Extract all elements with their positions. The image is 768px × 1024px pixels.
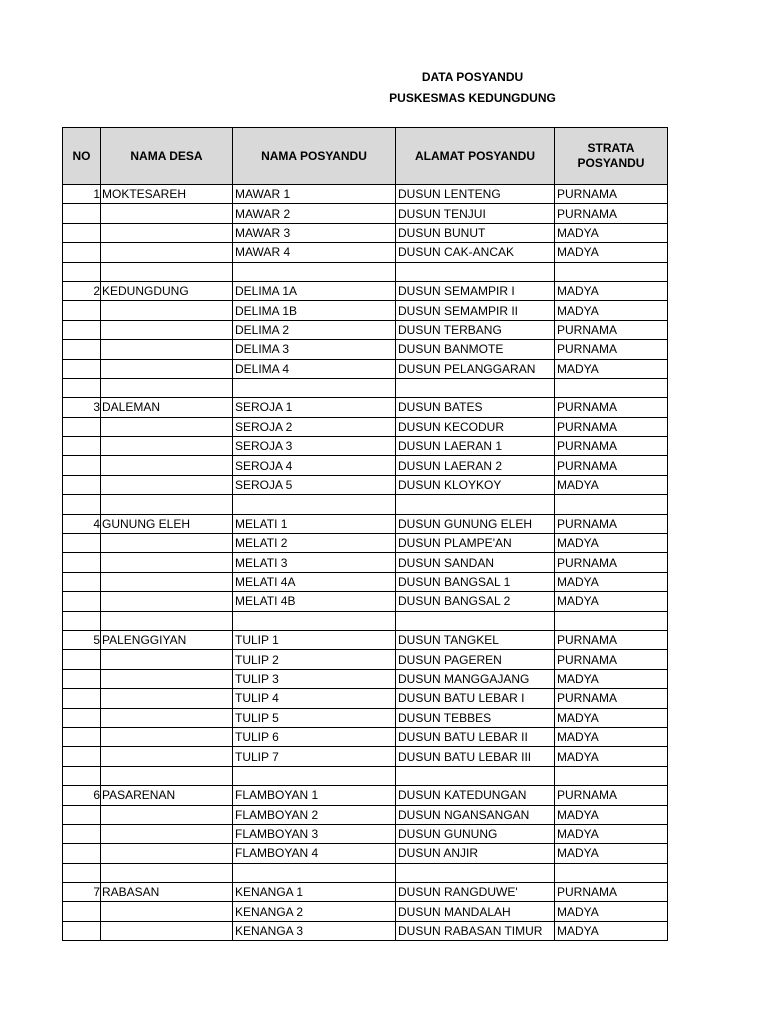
cell-nama-desa: DALEMAN [101,398,233,417]
header-nama-desa: NAMA DESA [101,128,233,185]
spacer-row [63,611,668,630]
cell-strata-posyandu: MADYA [555,301,668,320]
cell-nama-posyandu: DELIMA 3 [233,340,396,359]
cell-alamat-posyandu: DUSUN KECODUR [396,417,555,436]
empty-cell [396,378,555,397]
table-row [63,630,668,649]
cell-nama-posyandu: FLAMBOYAN 1 [233,786,396,805]
cell-no [63,824,101,843]
cell-nama-posyandu: FLAMBOYAN 3 [233,824,396,843]
cell-nama-posyandu: SEROJA 2 [233,417,396,436]
cell-nama-posyandu: MELATI 2 [233,534,396,553]
cell-nama-desa [101,805,233,824]
table-row [63,650,668,669]
cell-nama-posyandu: DELIMA 1B [233,301,396,320]
cell-nama-desa [101,301,233,320]
cell-no [63,844,101,863]
cell-no [63,708,101,727]
cell-nama-desa [101,902,233,921]
table-row [63,223,668,242]
cell-nama-desa: PASARENAN [101,786,233,805]
cell-nama-posyandu: TULIP 3 [233,669,396,688]
cell-strata-posyandu: PURNAMA [555,398,668,417]
table-row [63,398,668,417]
cell-nama-desa [101,223,233,242]
empty-cell [396,863,555,882]
cell-alamat-posyandu: DUSUN GUNUNG [396,824,555,843]
table-row [63,301,668,320]
cell-nama-desa: MOKTESAREH [101,185,233,204]
table-row [63,437,668,456]
spacer-row [63,766,668,785]
cell-nama-posyandu: SEROJA 4 [233,456,396,475]
spacer-row [63,495,668,514]
cell-alamat-posyandu: DUSUN KATEDUNGAN [396,786,555,805]
cell-strata-posyandu: MADYA [555,824,668,843]
cell-nama-desa [101,689,233,708]
cell-alamat-posyandu: DUSUN PELANGGARAN [396,359,555,378]
cell-no: 6 [63,786,101,805]
cell-nama-desa: PALENGGIYAN [101,630,233,649]
cell-no [63,243,101,262]
cell-strata-posyandu: MADYA [555,747,668,766]
empty-cell [101,378,233,397]
empty-cell [63,863,101,882]
cell-nama-desa [101,359,233,378]
empty-cell [63,495,101,514]
empty-cell [233,378,396,397]
spacer-row [63,378,668,397]
cell-no [63,805,101,824]
table-row [63,572,668,591]
cell-alamat-posyandu: DUSUN RANGDUWE' [396,883,555,902]
cell-nama-desa [101,650,233,669]
cell-nama-posyandu: MELATI 1 [233,514,396,533]
empty-cell [63,766,101,785]
document-subtitle: PUSKESMAS KEDUNGDUNG [389,91,556,105]
table-row [63,185,668,204]
cell-no [63,553,101,572]
cell-nama-desa [101,340,233,359]
cell-nama-posyandu: SEROJA 3 [233,437,396,456]
cell-nama-posyandu: DELIMA 2 [233,320,396,339]
empty-cell [233,611,396,630]
cell-nama-desa [101,553,233,572]
cell-strata-posyandu: PURNAMA [555,630,668,649]
cell-strata-posyandu: PURNAMA [555,456,668,475]
empty-cell [555,863,668,882]
cell-no [63,456,101,475]
cell-strata-posyandu: PURNAMA [555,417,668,436]
table-row [63,320,668,339]
cell-nama-posyandu: SEROJA 1 [233,398,396,417]
cell-nama-posyandu: TULIP 4 [233,689,396,708]
cell-nama-posyandu: TULIP 6 [233,727,396,746]
cell-strata-posyandu: PURNAMA [555,514,668,533]
table-row [63,204,668,223]
cell-alamat-posyandu: DUSUN BUNUT [396,223,555,242]
cell-no [63,320,101,339]
cell-strata-posyandu: MADYA [555,475,668,494]
cell-nama-posyandu: FLAMBOYAN 4 [233,844,396,863]
cell-alamat-posyandu: DUSUN SANDAN [396,553,555,572]
table-row [63,281,668,300]
cell-strata-posyandu: PURNAMA [555,437,668,456]
cell-no [63,689,101,708]
empty-cell [555,378,668,397]
cell-alamat-posyandu: DUSUN SEMAMPIR I [396,281,555,300]
cell-nama-desa: GUNUNG ELEH [101,514,233,533]
cell-alamat-posyandu: DUSUN RABASAN TIMUR [396,921,555,940]
cell-nama-desa [101,592,233,611]
cell-alamat-posyandu: DUSUN TEBBES [396,708,555,727]
cell-nama-desa [101,572,233,591]
cell-nama-desa [101,534,233,553]
table-row [63,514,668,533]
header-no: NO [63,128,101,185]
cell-nama-posyandu: MAWAR 1 [233,185,396,204]
cell-strata-posyandu: MADYA [555,592,668,611]
cell-nama-desa [101,475,233,494]
table-row [63,747,668,766]
cell-alamat-posyandu: DUSUN LENTENG [396,185,555,204]
cell-no [63,475,101,494]
table-row [63,417,668,436]
cell-nama-posyandu: SEROJA 5 [233,475,396,494]
cell-no [63,669,101,688]
cell-no [63,534,101,553]
cell-no [63,747,101,766]
cell-strata-posyandu: PURNAMA [555,553,668,572]
table-row [63,786,668,805]
cell-strata-posyandu: MADYA [555,844,668,863]
cell-strata-posyandu: PURNAMA [555,650,668,669]
empty-cell [101,766,233,785]
header-strata-posyandu: STRATA POSYANDU [555,128,668,185]
cell-strata-posyandu: MADYA [555,902,668,921]
table-body [63,185,668,941]
table-row [63,534,668,553]
cell-strata-posyandu: MADYA [555,243,668,262]
cell-nama-posyandu: KENANGA 3 [233,921,396,940]
cell-strata-posyandu: MADYA [555,223,668,242]
cell-nama-desa: RABASAN [101,883,233,902]
empty-cell [63,378,101,397]
spacer-row [63,262,668,281]
table-row [63,727,668,746]
table-row [63,475,668,494]
header-nama-posyandu: NAMA POSYANDU [233,128,396,185]
cell-nama-desa [101,921,233,940]
cell-no [63,572,101,591]
cell-no: 1 [63,185,101,204]
cell-strata-posyandu: PURNAMA [555,883,668,902]
cell-nama-posyandu: TULIP 1 [233,630,396,649]
empty-cell [555,611,668,630]
table-row [63,553,668,572]
empty-cell [396,495,555,514]
empty-cell [101,495,233,514]
cell-strata-posyandu: MADYA [555,708,668,727]
cell-strata-posyandu: MADYA [555,534,668,553]
header-alamat-posyandu: ALAMAT POSYANDU [396,128,555,185]
empty-cell [396,262,555,281]
cell-alamat-posyandu: DUSUN CAK-ANCAK [396,243,555,262]
table-row [63,805,668,824]
cell-strata-posyandu: MADYA [555,572,668,591]
table-row [63,456,668,475]
cell-alamat-posyandu: DUSUN BANGSAL 1 [396,572,555,591]
cell-alamat-posyandu: DUSUN PAGEREN [396,650,555,669]
cell-nama-desa [101,708,233,727]
table-row [63,921,668,940]
empty-cell [63,611,101,630]
cell-no [63,223,101,242]
cell-nama-posyandu: KENANGA 2 [233,902,396,921]
cell-nama-posyandu: DELIMA 1A [233,281,396,300]
cell-nama-desa [101,824,233,843]
posyandu-table [62,127,668,941]
cell-nama-desa [101,747,233,766]
cell-nama-posyandu: MELATI 4B [233,592,396,611]
cell-nama-desa [101,727,233,746]
cell-strata-posyandu: PURNAMA [555,689,668,708]
empty-cell [233,863,396,882]
cell-no [63,301,101,320]
empty-cell [396,611,555,630]
cell-alamat-posyandu: DUSUN LAERAN 1 [396,437,555,456]
table-row [63,359,668,378]
cell-alamat-posyandu: DUSUN LAERAN 2 [396,456,555,475]
cell-alamat-posyandu: DUSUN TENJUI [396,204,555,223]
cell-nama-posyandu: KENANGA 1 [233,883,396,902]
cell-strata-posyandu: MADYA [555,727,668,746]
cell-no: 7 [63,883,101,902]
cell-nama-desa [101,243,233,262]
spacer-row [63,863,668,882]
cell-strata-posyandu: MADYA [555,669,668,688]
cell-nama-posyandu: DELIMA 4 [233,359,396,378]
table-row [63,824,668,843]
cell-nama-posyandu: TULIP 2 [233,650,396,669]
table-header-row [63,128,668,185]
cell-strata-posyandu: MADYA [555,921,668,940]
empty-cell [555,262,668,281]
empty-cell [555,766,668,785]
cell-alamat-posyandu: DUSUN PLAMPE'AN [396,534,555,553]
cell-alamat-posyandu: DUSUN KLOYKOY [396,475,555,494]
cell-nama-desa [101,456,233,475]
cell-nama-posyandu: TULIP 5 [233,708,396,727]
cell-strata-posyandu: PURNAMA [555,340,668,359]
cell-strata-posyandu: MADYA [555,805,668,824]
cell-alamat-posyandu: DUSUN NGANSANGAN [396,805,555,824]
empty-cell [233,262,396,281]
cell-alamat-posyandu: DUSUN MANGGAJANG [396,669,555,688]
cell-nama-posyandu: MELATI 3 [233,553,396,572]
cell-alamat-posyandu: DUSUN BANGSAL 2 [396,592,555,611]
cell-alamat-posyandu: DUSUN ANJIR [396,844,555,863]
cell-no [63,437,101,456]
cell-nama-posyandu: MAWAR 4 [233,243,396,262]
cell-alamat-posyandu: DUSUN SEMAMPIR II [396,301,555,320]
empty-cell [101,863,233,882]
cell-nama-posyandu: MELATI 4A [233,572,396,591]
empty-cell [63,262,101,281]
cell-alamat-posyandu: DUSUN BATU LEBAR II [396,727,555,746]
cell-no: 3 [63,398,101,417]
cell-strata-posyandu: MADYA [555,359,668,378]
cell-alamat-posyandu: DUSUN TANGKEL [396,630,555,649]
empty-cell [101,262,233,281]
empty-cell [233,495,396,514]
cell-no: 5 [63,630,101,649]
table-row [63,592,668,611]
cell-nama-desa [101,669,233,688]
cell-alamat-posyandu: DUSUN BATU LEBAR III [396,747,555,766]
cell-nama-posyandu: MAWAR 2 [233,204,396,223]
cell-no: 4 [63,514,101,533]
cell-nama-posyandu: FLAMBOYAN 2 [233,805,396,824]
table-row [63,883,668,902]
table-row [63,689,668,708]
cell-no [63,359,101,378]
cell-alamat-posyandu: DUSUN GUNUNG ELEH [396,514,555,533]
table-row [63,340,668,359]
cell-strata-posyandu: MADYA [555,281,668,300]
cell-nama-desa [101,844,233,863]
empty-cell [396,766,555,785]
document-title: DATA POSYANDU [421,70,524,84]
cell-strata-posyandu: PURNAMA [555,320,668,339]
cell-alamat-posyandu: DUSUN BATU LEBAR I [396,689,555,708]
empty-cell [101,611,233,630]
cell-nama-desa [101,204,233,223]
cell-no [63,921,101,940]
table-row [63,844,668,863]
cell-strata-posyandu: PURNAMA [555,204,668,223]
empty-cell [233,766,396,785]
table-row [63,708,668,727]
cell-nama-posyandu: TULIP 7 [233,747,396,766]
cell-alamat-posyandu: DUSUN BATES [396,398,555,417]
cell-no [63,417,101,436]
table-row [63,902,668,921]
cell-no: 2 [63,281,101,300]
cell-strata-posyandu: PURNAMA [555,185,668,204]
cell-no [63,727,101,746]
table-row [63,669,668,688]
cell-alamat-posyandu: DUSUN MANDALAH [396,902,555,921]
cell-no [63,650,101,669]
cell-strata-posyandu: PURNAMA [555,786,668,805]
cell-nama-desa [101,437,233,456]
cell-no [63,592,101,611]
empty-cell [555,495,668,514]
cell-alamat-posyandu: DUSUN TERBANG [396,320,555,339]
cell-no [63,902,101,921]
cell-nama-posyandu: MAWAR 3 [233,223,396,242]
cell-no [63,340,101,359]
cell-alamat-posyandu: DUSUN BANMOTE [396,340,555,359]
cell-nama-desa: KEDUNGDUNG [101,281,233,300]
cell-nama-desa [101,417,233,436]
table-row [63,243,668,262]
cell-no [63,204,101,223]
cell-nama-desa [101,320,233,339]
